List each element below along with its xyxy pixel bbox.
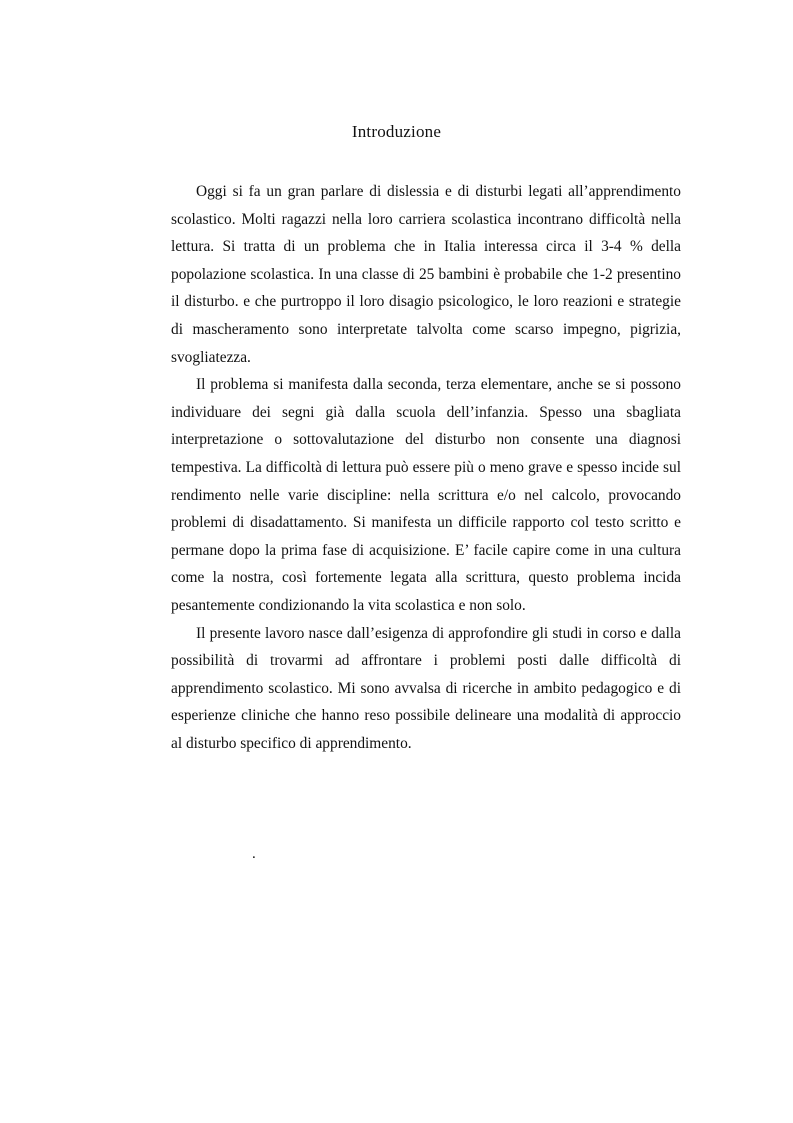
paragraph-2: Il problema si manifesta dalla seconda, terza elementare, anche se si possono individuare dei segni già dalla scuola dell’infanzia. Spesso una sbagliata interpretazione o sottovalutazione del disturbo non consente una diagnosi tempestiva. La difficoltà di lettura può essere più o meno grave e spesso incide sul rendimento nelle varie discipline: nella scrittura e/o nel calcolo, provocando problemi di disadattamento. Si manifesta un difficile rapporto col testo scritto e permane dopo la prima fase di acquisizione. E’ facile capire come in una cultura come la nostra, così fortemente legata alla scrittura, questo problema incida pesantemente condizionando la vita scolastica e non solo. bbox=[171, 376, 681, 614]
paragraph-1: Oggi si fa un gran parlare di dislessia e di disturbi legati all’apprendimento scolastico. Molti ragazzi nella loro carriera scolastica incontrano difficoltà nella lettura. Si tratta di un problema che in Italia interessa circa il 3-4 % della popolazione scolastica. In una classe di 25 bambini è probabile che 1-2 presentino il disturbo. e che purtroppo il loro disagio psicologico, le loro reazioni e strategie di mascheramento sono interpretate talvolta come scarso impegno, pigrizia, svogliatezza. bbox=[171, 183, 681, 366]
body-text bbox=[171, 178, 681, 757]
stray-dot-mark: . bbox=[252, 846, 256, 862]
paragraph-3: Il presente lavoro nasce dall’esigenza di approfondire gli studi in corso e dalla possibilità di trovarmi ad affrontare i problemi posti dalle difficoltà di apprendimento scolastico. Mi sono avvalsa di ricerche in ambito pedagogico e di esperienze cliniche che hanno reso possibile delineare una modalità di approccio al disturbo specifico di apprendimento. bbox=[171, 624, 681, 752]
page-title: Introduzione bbox=[351, 122, 442, 141]
